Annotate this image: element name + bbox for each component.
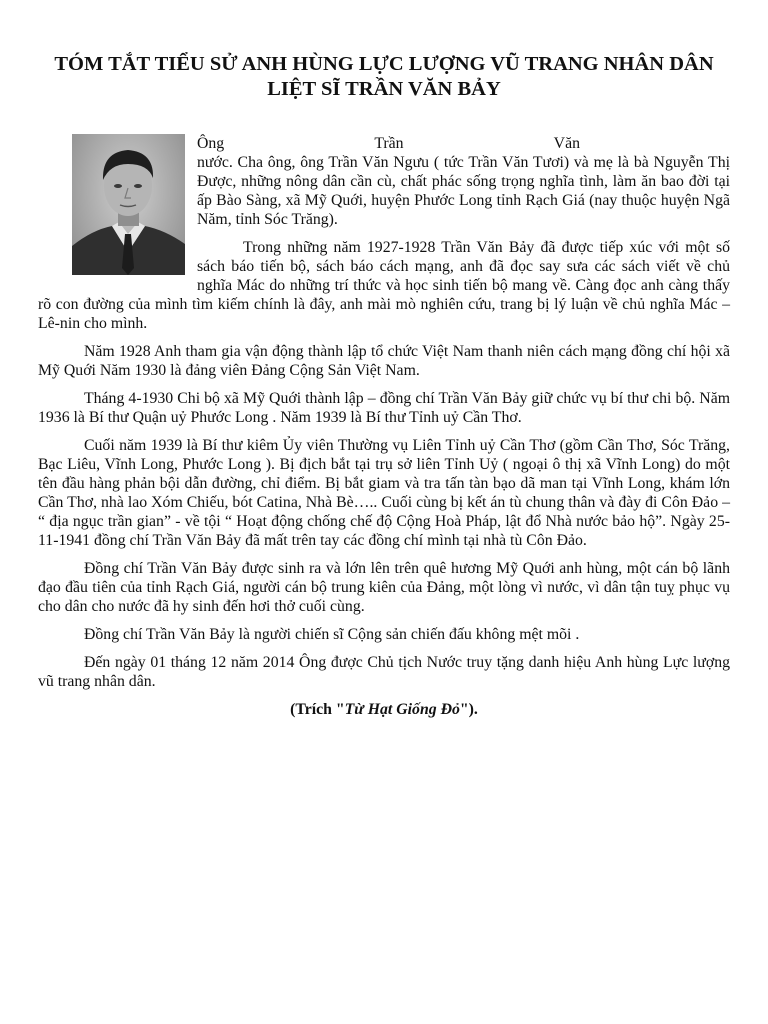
citation-source: Từ Hạt Giống Đỏ bbox=[344, 701, 460, 718]
paragraph-3: Tháng 4-1930 Chi bộ xã Mỹ Quới thành lập – đồng chí Trần Văn Bảy giữ chức vụ bí thư chi bộ. Năm 1936 là Bí thư Quận uỷ Phước Long . Năm 1939 là Bí thư Tỉnh uỷ Cần Thơ. bbox=[38, 390, 730, 426]
portrait-figure bbox=[72, 134, 185, 275]
paragraph-1: Trong những năm 1927-1928 Trần Văn Bảy đã được tiếp xúc với một số sách báo tiến bộ, sách báo cách mạng, anh đã đọc say sưa các sách viết về chủ nghĩa Mác do những trí thức và học sinh tiến bộ mang về. Càng đọc anh càng thấy rõ con đường của mình tìm kiếm chính là đây, anh mài mò nghiên cứu, trang bị lý luận về chủ nghĩa Mác – Lê-nin cho mình. bbox=[38, 239, 730, 332]
citation-suffix: "). bbox=[459, 701, 478, 718]
paragraph-5: Đồng chí Trần Văn Bảy được sinh ra và lớn lên trên quê hương Mỹ Quới anh hùng, một cán bộ lãnh đạo đầu tiên của tỉnh Rạch Giá, người cán bộ trung kiên của Đảng, một lòng vì nước, vì dân tận tuỵ phục vụ cho dân cho nước đã hy sinh đến hơi thở cuối cùng. bbox=[38, 560, 730, 615]
paragraph-7: Đến ngày 01 tháng 12 năm 2014 Ông được Chủ tịch Nước truy tặng danh hiệu Anh hùng Lực lượng vũ trang nhân dân. bbox=[38, 654, 730, 690]
intro-paragraph: nước. Cha ông, ông Trần Văn Ngưu ( tức Trần Văn Tươi) và mẹ là bà Nguyễn Thị Được, những nông dân cần cù, chất phác sống trọng nghĩa tình, làm ăn bao đời tại ấp Bào Sàng, xã Mỹ Quới, huyện Phước Long tỉnh Rạch Giá (nay thuộc huyện Ngã Năm, tỉnh Sóc Trăng). bbox=[197, 154, 730, 228]
document-body bbox=[38, 134, 730, 728]
citation-prefix: (Trích " bbox=[290, 701, 345, 718]
intro-word-3: Văn bbox=[553, 135, 580, 152]
intro-word-2: Trần bbox=[374, 135, 404, 152]
paragraph-4: Cuối năm 1939 là Bí thư kiêm Ủy viên Thường vụ Liên Tỉnh uỷ Cần Thơ (gồm Cần Thơ, Sóc Trăng, Bạc Liêu, Vĩnh Long, Phước Long ). Bị địch bắt tại trụ sở liên Tỉnh Uỷ ( ngoại ô thị xã Vĩnh Long) do một tên đầu hàng phản bội dẫn đường, chỉ điểm. Bị bắt giam và tra tấn tàn bạo dã man tại Vĩnh Long, khám lớn Cần Thơ, nhà lao Xóm Chiếu, bót Catina, Nhà Bè….. Cuối cùng bị kết án tù chung thân và đày đi Côn Đảo – “ địa ngục trần gian” - về tội “ Hoạt động chống chế độ Cộng Hoà Pháp, lật đổ Nhà nước bảo hộ”. Ngày 25-11-1941 đồng chí Trần Văn Bảy đã mất trên tay các đồng chí mình tại nhà tù Côn Đảo. bbox=[38, 437, 730, 549]
intro-word-1: Ông bbox=[197, 135, 225, 152]
paragraph-6: Đồng chí Trần Văn Bảy là người chiến sĩ Cộng sản chiến đấu không mệt mõi . bbox=[84, 626, 580, 643]
intro-first-line bbox=[197, 134, 730, 153]
portrait-photo bbox=[72, 134, 185, 275]
citation bbox=[38, 700, 730, 719]
paragraph-2: Năm 1928 Anh tham gia vận động thành lập tổ chức Việt Nam thanh niên cách mạng đồng chí hội xã Mỹ Quới Năm 1930 là đảng viên Đảng Cộng Sản Việt Nam. bbox=[38, 343, 730, 379]
document-title: TÓM TẮT TIỂU SỬ ANH HÙNG LỰC LƯỢNG VŨ TRANG NHÂN DÂN LIỆT SĨ TRẦN VĂN BẢY bbox=[54, 53, 714, 100]
